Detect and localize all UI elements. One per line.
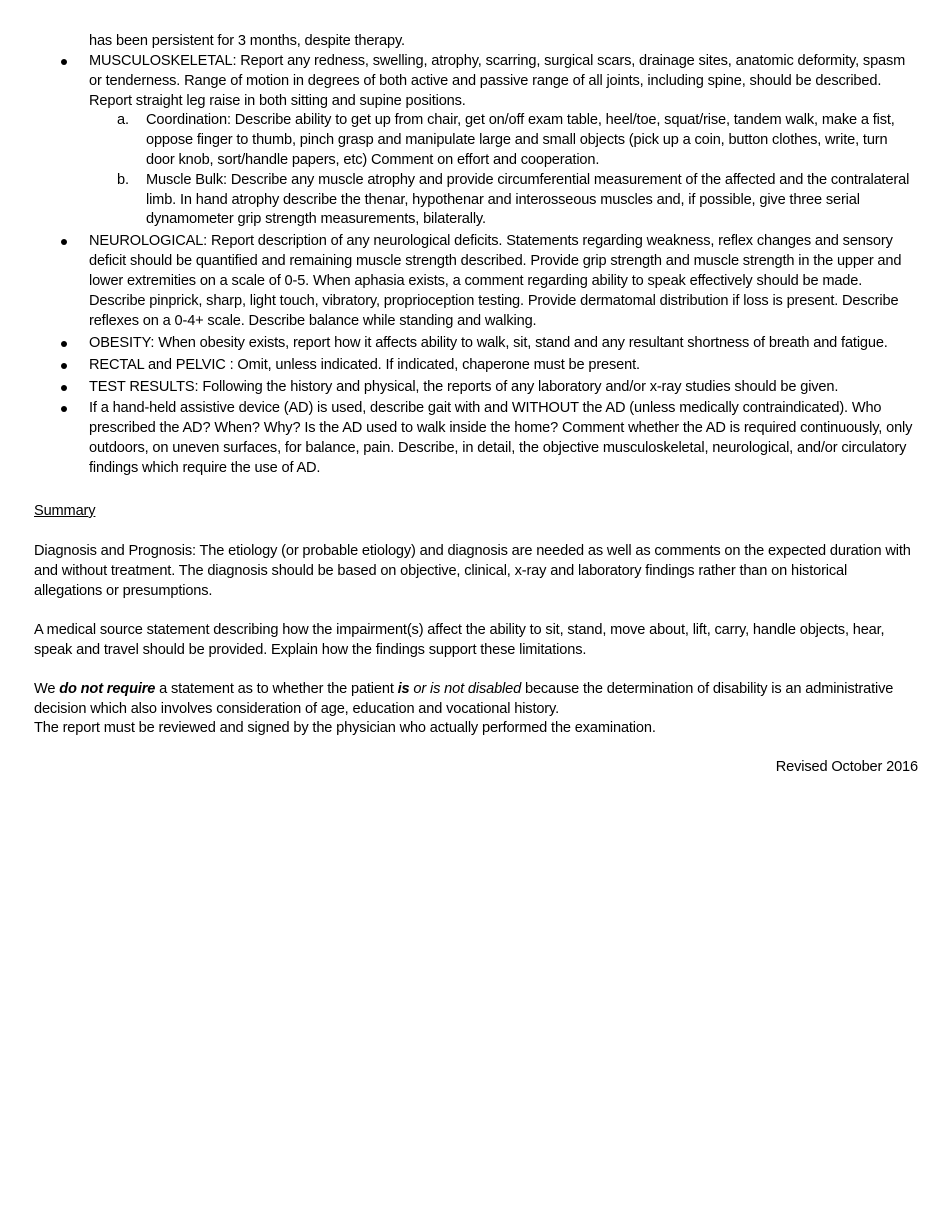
or-is-not-disabled-emphasis: or is not disabled (409, 681, 522, 697)
sublist-item-text: Muscle Bulk: Describe any muscle atrophy and provide circumferential measurement of the affected and the contralateral limb. In hand atrophy describe the thenar, hypothenar and interosseous muscles and, if possible, give three serial dynamometer grip strength measurements, bilaterally. (146, 171, 910, 228)
disability-text-middle: a statement as to whether the patient (155, 681, 398, 697)
list-item-text: OBESITY: When obesity exists, report how it affects ability to walk, sit, stand and any resultant shortness of breath and fatigue. (89, 334, 888, 351)
bullet-icon (61, 59, 67, 65)
continuation-text: has been persistent for 3 months, despite therapy. (89, 33, 405, 49)
disability-statement-paragraph (34, 680, 919, 720)
sublist-item-muscle-bulk (89, 171, 919, 230)
musculoskeletal-sublist (89, 111, 919, 230)
exam-requirements-list (0, 52, 950, 481)
summary-heading: Summary (34, 503, 96, 519)
bullet-icon (61, 363, 67, 369)
list-item-assistive-device (0, 399, 919, 478)
disability-text-rest: because the determination of disability is an administrative decision which also involves consideration of age, education and vocational history. (34, 681, 894, 717)
list-item-rectal-pelvic (0, 356, 919, 376)
bullet-icon (61, 385, 67, 391)
revision-date: Revised October 2016 (775, 759, 918, 775)
sublist-marker: a. (117, 112, 129, 129)
bullet-icon (61, 239, 67, 245)
medical-source-statement-paragraph: A medical source statement describing how the impairment(s) affect the ability to sit, stand, move about, lift, carry, handle objects, hear, speak and travel should be provided. Explain how the findings support these limitations. (34, 622, 885, 658)
sublist-item-coordination (89, 111, 919, 170)
do-not-require-emphasis: do not require (59, 681, 156, 697)
list-item-text: TEST RESULTS: Following the history and physical, the reports of any laboratory and/or x-ray studies should be given. (89, 378, 839, 395)
list-item-text: RECTAL and PELVIC : Omit, unless indicated. If indicated, chaperone must be present. (89, 356, 640, 373)
list-item-musculoskeletal (0, 52, 919, 230)
list-item-text: NEUROLOGICAL: Report description of any neurological deficits. Statements regarding weakness, reflex changes and sensory deficit should be quantified and remaining muscle strength described. Provide grip strength and muscle strength in the upper and lower extremities on a scale of 0-5. When aphasia exists, a comment regarding ability to speak effectively should be made. Describe pinprick, sharp, light touch, vibratory, proprioception testing. Provide dermatomal distribution if loss is present. Describe reflexes on a 0-4+ scale. Describe balance while standing and walking. (89, 233, 902, 329)
disability-text-we: We (34, 681, 60, 697)
list-item-text: MUSCULOSKELETAL: Report any redness, swelling, atrophy, scarring, surgical scars, drainage sites, anatomic deformity, spasm or tenderness. Range of motion in degrees of both active and passive range of all joints, including spine, should be described. Report straight leg raise in both sitting and supine positions. (89, 53, 906, 109)
diagnosis-prognosis-paragraph: Diagnosis and Prognosis: The etiology (or probable etiology) and diagnosis are needed as well as comments on the expected duration with and without treatment. The diagnosis should be based on objective, clinical, x-ray and laboratory findings rather than on historical allegations or presumptions. (34, 543, 911, 599)
signature-note: The report must be reviewed and signed by the physician who actually performed the examination. (34, 720, 656, 736)
list-item-test-results (0, 378, 919, 398)
list-item-neurological (0, 232, 919, 331)
sublist-item-text: Coordination: Describe ability to get up from chair, get on/off exam table, heel/toe, squat/rise, tandem walk, make a fist, oppose finger to thumb, pinch grasp and manipulate large and small objects (pick up a coin, button clothes, write, turn door knob, sort/handle papers, etc) Comment on effort and cooperation. (146, 112, 895, 168)
sublist-marker: b. (117, 171, 129, 188)
is-emphasis: is (397, 681, 410, 697)
list-item-obesity (0, 334, 919, 354)
bullet-icon (61, 406, 67, 412)
list-item-text: If a hand-held assistive device (AD) is used, describe gait with and WITHOUT the AD (unless medically contraindicated). Who prescribed the AD? When? Why? Is the AD used to walk inside the home? Comment whether the AD is required continuously, only outdoors, on uneven surfaces, for balance, pain. Describe, in detail, the objective musculoskeletal, neurological, and/or circulatory findings which require the use of AD. (89, 400, 913, 476)
bullet-icon (61, 341, 67, 347)
